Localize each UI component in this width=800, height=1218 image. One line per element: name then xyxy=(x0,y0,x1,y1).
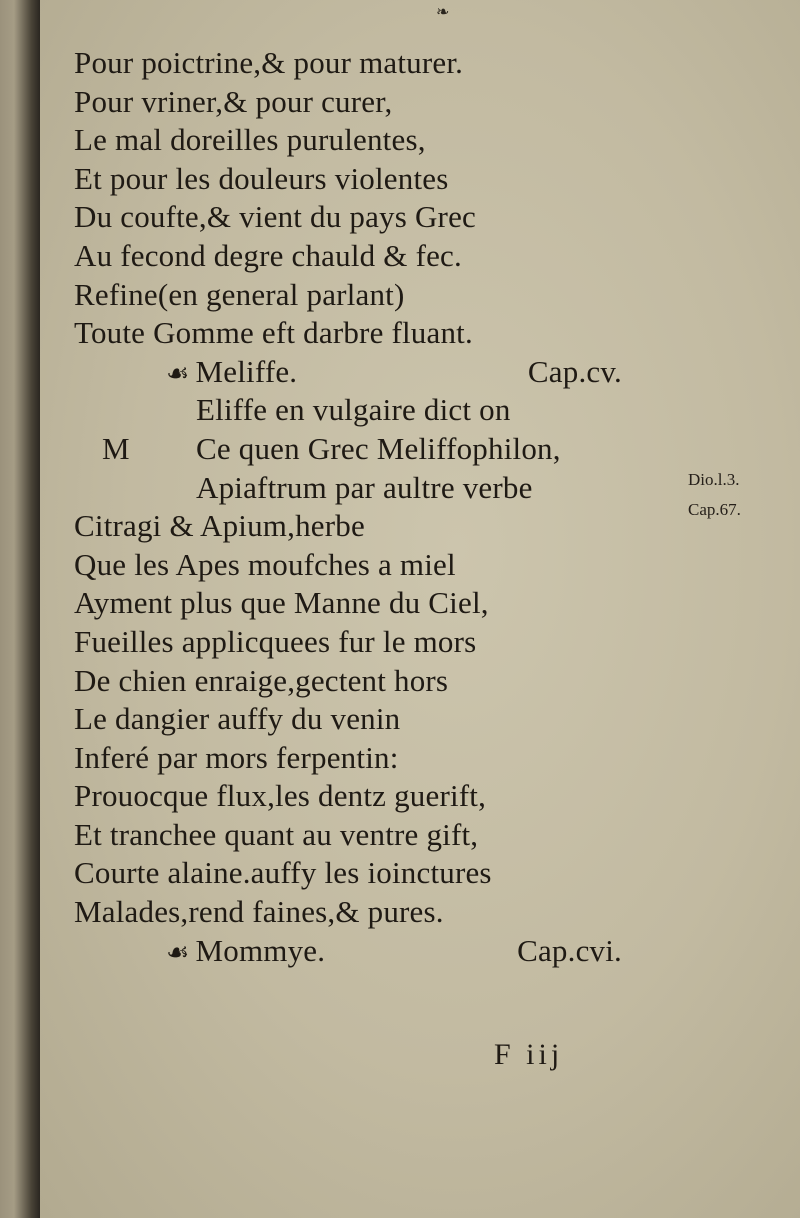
chapter-heading-melisse xyxy=(74,353,622,392)
poem-text xyxy=(74,44,694,970)
text-line: Courte alaine.auffy les ioinctures xyxy=(74,855,492,891)
text-line: Apiaftrum par aultre verbe xyxy=(196,469,533,505)
text-line: Prouocque flux,les dentz guerift, xyxy=(74,778,487,814)
chapter-title: Mommye. xyxy=(195,932,326,968)
text-line: Et tranchee quant au ventre gift, xyxy=(74,816,479,852)
text-line: Du coufte,& vient du pays Grec xyxy=(74,199,476,235)
margin-note-source: Dio.l.3. xyxy=(688,470,740,489)
text-line: Malades,rend faines,& pures. xyxy=(74,894,444,930)
text-line: Inferé par mors ferpentin: xyxy=(74,739,399,775)
text-line: Ce quen Grec Meliffophilon, xyxy=(196,430,561,466)
fleuron-icon: ☙ xyxy=(166,358,190,388)
dropcap-line xyxy=(74,430,694,469)
book-gutter xyxy=(0,0,40,1218)
text-line: Toute Gomme eft darbre fluant. xyxy=(74,315,473,351)
bleed-through xyxy=(720,70,800,190)
chapter-heading-mommye xyxy=(74,932,622,971)
chapter-title: Meliffe. xyxy=(195,353,298,389)
margin-note-chapter: Cap.67. xyxy=(688,500,741,519)
text-line: Pour poictrine,& pour maturer. xyxy=(74,45,464,80)
signature-mark: F iij xyxy=(494,1038,564,1071)
chapter-number: Cap.cv. xyxy=(527,353,622,389)
ornament-icon: ❧ xyxy=(436,2,450,21)
text-line: Le mal doreilles purulentes, xyxy=(74,122,426,158)
text-line: Au fecond degre chauld & fec. xyxy=(74,237,462,273)
text-line: Eliffe en vulgaire dict on xyxy=(196,392,511,428)
text-line: De chien enraige,gectent hors xyxy=(74,662,449,698)
chapter-number: Cap.cvi. xyxy=(517,932,622,968)
text-line: Que les Apes moufches a miel xyxy=(74,546,456,582)
text-line: Refine(en general parlant) xyxy=(74,276,405,312)
fleuron-icon: ☙ xyxy=(166,937,190,967)
drop-capital: M xyxy=(102,430,130,466)
text-line: Le dangier auffy du venin xyxy=(74,701,401,737)
text-line: Ayment plus que Manne du Ciel, xyxy=(74,585,489,621)
text-line: Pour vriner,& pour curer, xyxy=(74,83,393,119)
text-line: Et pour les douleurs violentes xyxy=(74,160,449,196)
text-line: Citragi & Apium,herbe xyxy=(74,508,365,544)
text-line: Fueilles applicquees fur le mors xyxy=(74,623,477,659)
